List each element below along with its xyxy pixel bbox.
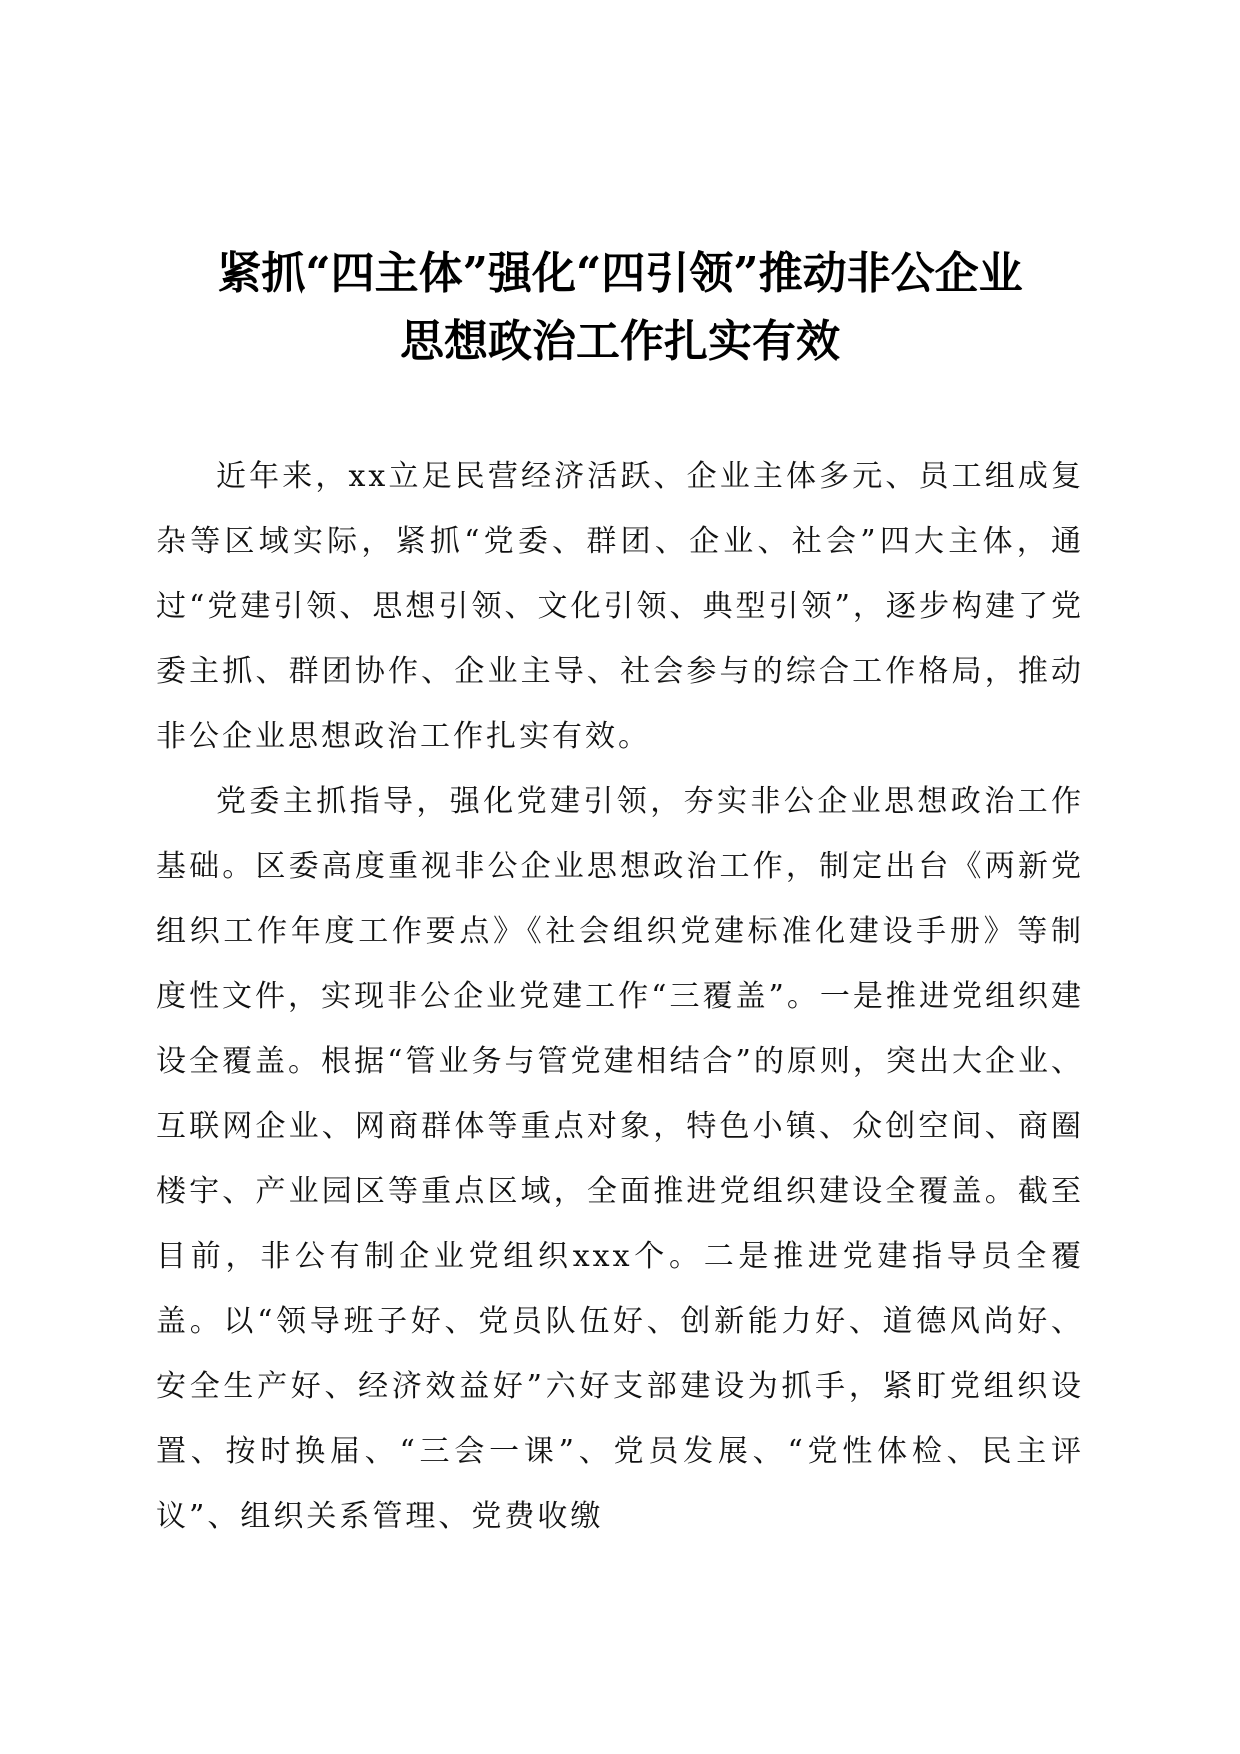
title-line-1: 紧抓“四主体”强化“四引领”推动非公企业 [217,248,1023,299]
paragraph-intro: 近年来，xx立足民营经济活跃、企业主体多元、员工组成复杂等区域实际，紧抓“党委、群团、企业、社会”四大主体，通过“党建引领、思想引领、文化引领、典型引领”，逐步构建了党委主抓、群团协作、企业主导、社会参与的综合工作格局，推动非公企业思想政治工作扎实有效。 [156,459,1084,754]
paragraph-party-guidance: 党委主抓指导，强化党建引领，夯实非公企业思想政治工作基础。区委高度重视非公企业思想政治工作，制定出台《两新党组织工作年度工作要点》《社会组织党建标准化建设手册》等制度性文件，实现非公企业党建工作“三覆盖”。一是推进党组织建设全覆盖。根据“管业务与管党建相结合”的原则，突出大企业、互联网企业、网商群体等重点对象，特色小镇、众创空间、商圈楼宇、产业园区等重点区域，全面推进党组织建设全覆盖。截至目前，非公有制企业党组织xxx个。二是推进党建指导员全覆盖。以“领导班子好、党员队伍好、创新能力好、道德风尚好、安全生产好、经济效益好”六好支部建设为抓手，紧盯党组织设置、按时换届、“三会一课”、党员发展、“党性体检、民主评议”、组织关系管理、党费收缴 [156,784,1084,1534]
title-line-2: 思想政治工作扎实有效 [400,316,840,367]
document-body [156,444,1084,1549]
document-title [150,240,1090,376]
